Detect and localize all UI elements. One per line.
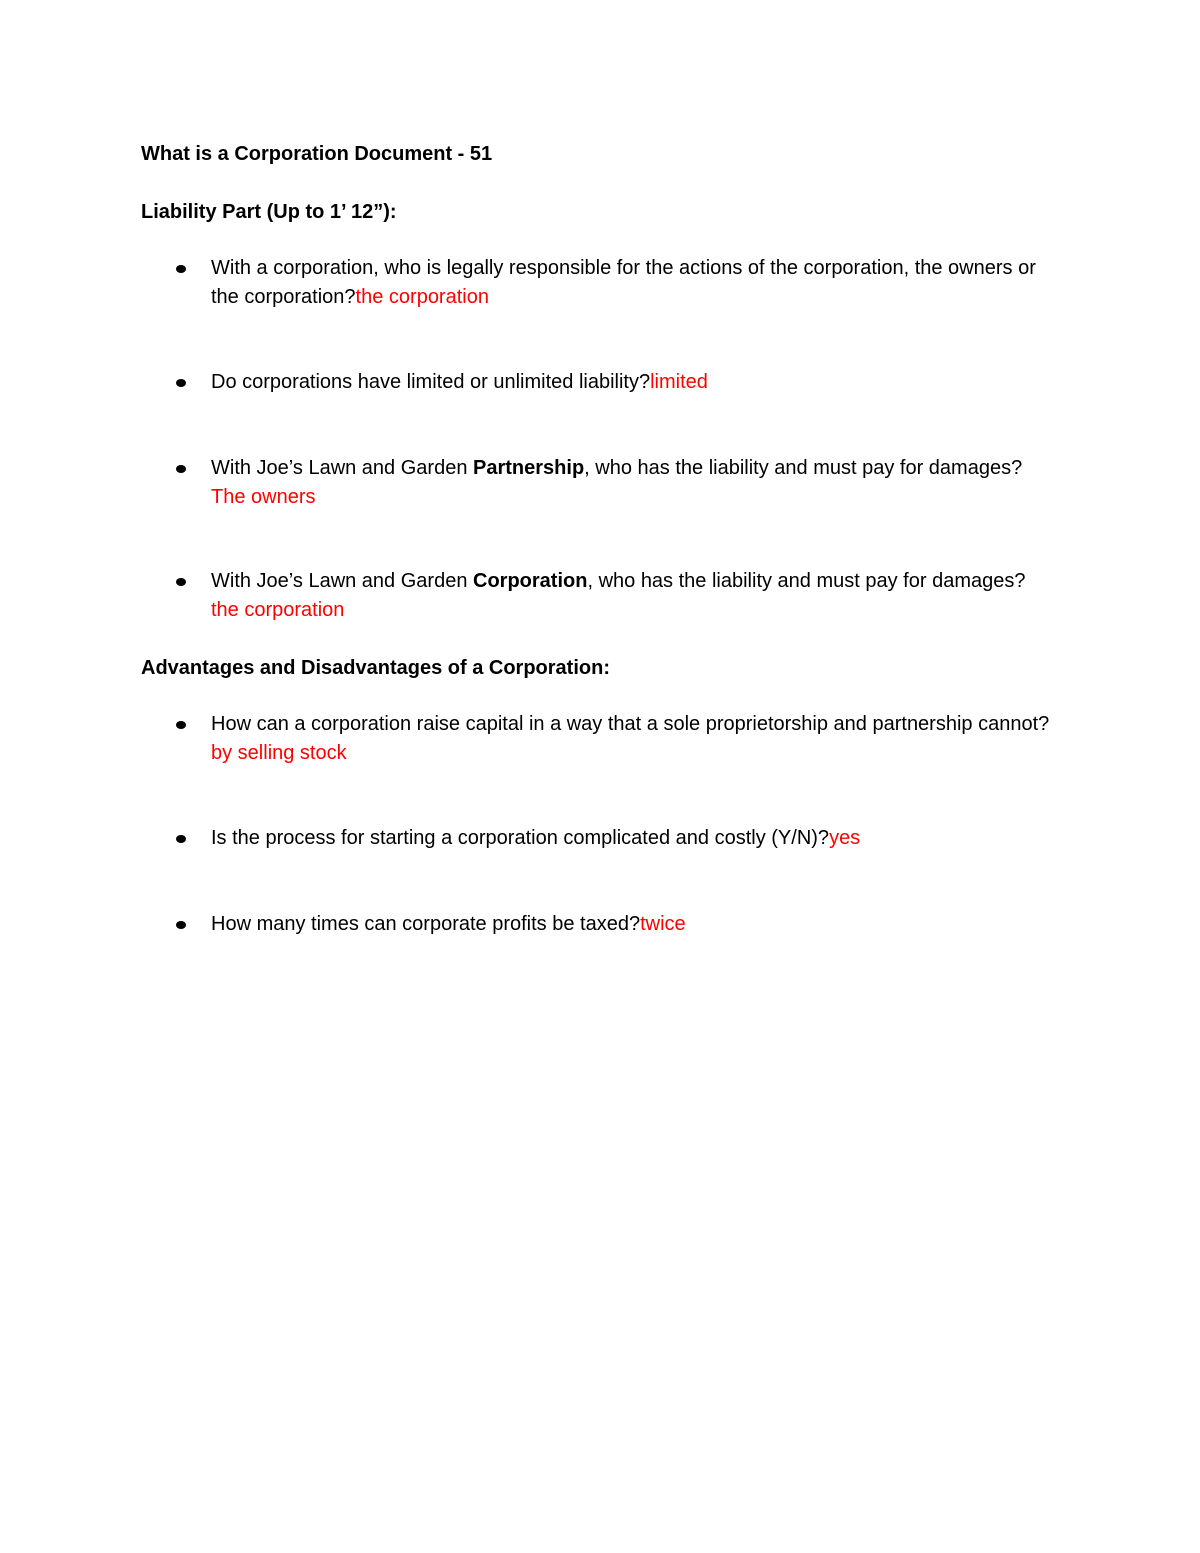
- question-text-bold: Corporation: [473, 570, 588, 592]
- bullet-icon: [176, 721, 186, 729]
- question-text: Is the process for starting a corporation complicated and costly (Y/N)?: [211, 827, 830, 849]
- bullet-icon: [176, 465, 186, 473]
- bullet-icon: [176, 265, 186, 273]
- question-text: How many times can corporate profits be taxed?: [211, 913, 641, 935]
- liability-question-4: [211, 567, 1051, 625]
- answer-text: by selling stock: [211, 742, 347, 764]
- advantages-question-1: [211, 710, 1051, 768]
- liability-question-3: [211, 454, 1051, 512]
- question-text: Do corporations have limited or unlimited liability?: [211, 371, 651, 393]
- question-text-before: With Joe’s Lawn and Garden: [211, 457, 474, 479]
- question-text-before: With Joe’s Lawn and Garden: [211, 570, 474, 592]
- question-text-bold: Partnership: [473, 457, 585, 479]
- bullet-icon: [176, 379, 186, 387]
- answer-text: the corporation: [211, 599, 345, 621]
- advantages-question-3: [211, 910, 1051, 939]
- answer-text: The owners: [211, 486, 316, 508]
- question-text-after: , who has the liability and must pay for damages?: [584, 457, 1023, 479]
- liability-section-heading: Liability Part (Up to 1’ 12”):: [141, 201, 397, 223]
- document-title: What is a Corporation Document - 51: [141, 143, 493, 165]
- question-text: How can a corporation raise capital in a way that a sole proprietorship and partnership cannot?: [211, 713, 1050, 735]
- advantages-section-heading: Advantages and Disadvantages of a Corporation:: [141, 657, 610, 679]
- answer-text: the corporation: [355, 286, 489, 308]
- answer-text: yes: [829, 827, 861, 849]
- advantages-question-2: [211, 824, 1051, 853]
- question-text: With a corporation, who is legally responsible for the actions of the corporation, the owners or the corporation?: [211, 257, 1036, 308]
- liability-question-2: [211, 368, 1051, 397]
- bullet-icon: [176, 921, 186, 929]
- question-text-after: , who has the liability and must pay for damages?: [587, 570, 1026, 592]
- bullet-icon: [176, 835, 186, 843]
- answer-text: twice: [640, 913, 686, 935]
- bullet-icon: [176, 578, 186, 586]
- answer-text: limited: [650, 371, 708, 393]
- liability-question-1: [211, 254, 1051, 312]
